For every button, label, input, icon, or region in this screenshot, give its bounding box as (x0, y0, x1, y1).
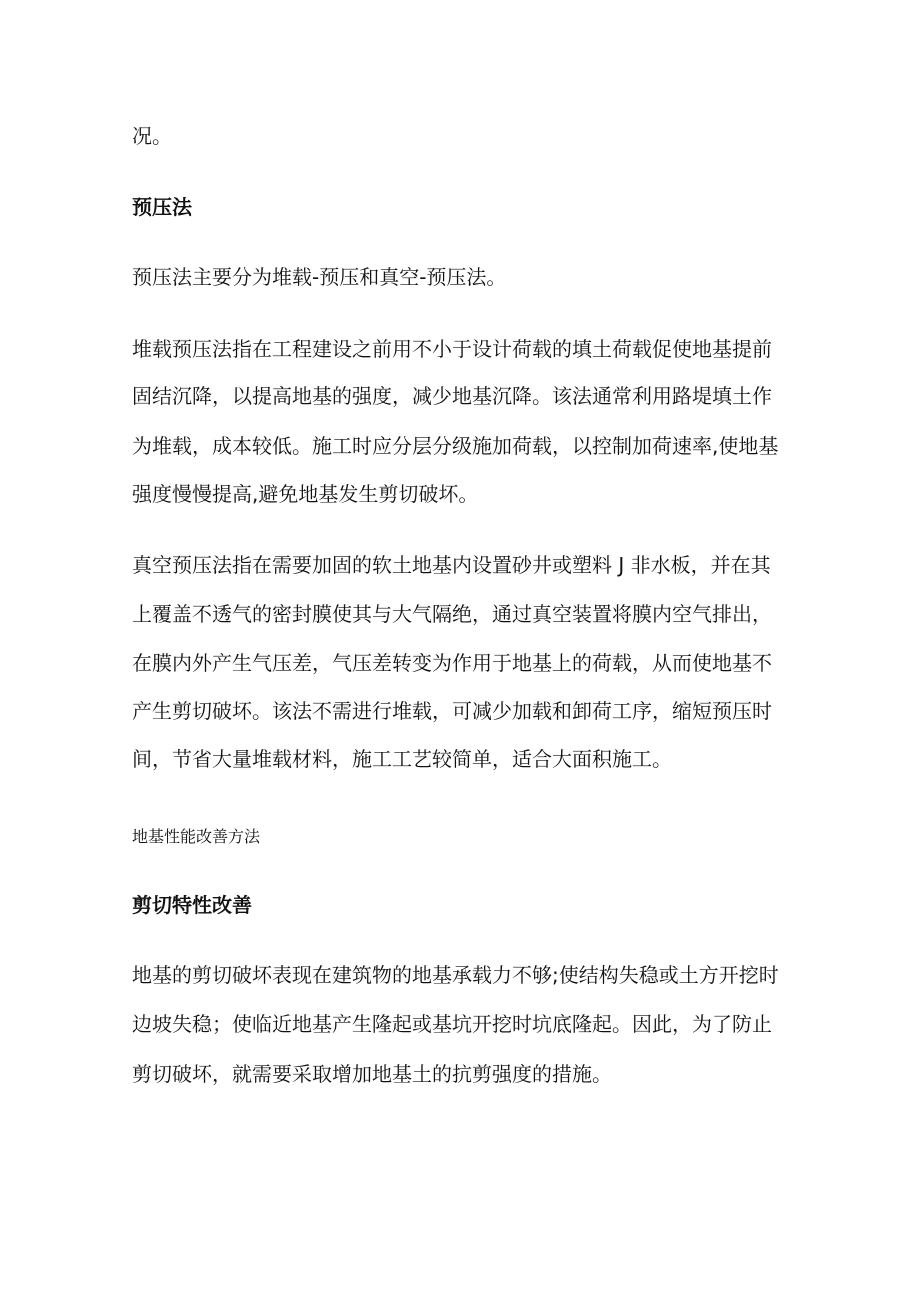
paragraph-intro: 预压法主要分为堆载-预压和真空-预压法。 (132, 265, 507, 289)
section-heading-shear: 剪切特性改善 (132, 893, 252, 917)
paragraph-line: 地基的剪切破坏表现在建筑物的地基承载力不够;使结构失稳或土方开挖时 (132, 963, 779, 987)
paragraph-line: 固结沉降，以提高地基的强度，减少地基沉降。该法通常利用路堤填土作 (132, 384, 772, 408)
section-heading-preloading: 预压法 (132, 195, 192, 219)
paragraph-line: 堆载预压法指在工程建设之前用不小于设计荷载的填土荷载促使地基提前 (132, 337, 772, 361)
paragraph-line: 上覆盖不透气的密封膜使其与大气隔绝，通过真空装置将膜内空气排出， (132, 602, 772, 626)
paragraph-line: 在膜内外产生气压差，气压差转变为作用于地基上的荷载，从而使地基不 (132, 651, 772, 675)
paragraph-line: 产生剪切破坏。该法不需进行堆载，可减少加载和卸荷工序，缩短预压时 (132, 699, 772, 723)
paragraph-line: 强度慢慢提高,避免地基发生剪切破坏。 (132, 482, 479, 506)
paragraph-line: 为堆载，成本较低。施工时应分层分级施加荷载，以控制加荷速率,使地基 (132, 434, 779, 458)
paragraph-line: 剪切破坏，就需要采取增加地基土的抗剪强度的措施。 (132, 1062, 612, 1086)
section-subtitle: 地基性能改善方法 (132, 827, 261, 846)
paragraph-line: 边坡失稳；使临近地基产生隆起或基坑开挖时坑底隆起。因此，为了防止 (132, 1012, 772, 1036)
paragraph-line: 真空预压法指在需要加固的软土地基内设置砂井或塑料 J 非水板，并在其 (132, 553, 771, 577)
paragraph-fragment: 况。 (132, 124, 172, 148)
paragraph-line: 间，节省大量堆载材料，施工工艺较简单，适合大面积施工。 (132, 747, 672, 771)
